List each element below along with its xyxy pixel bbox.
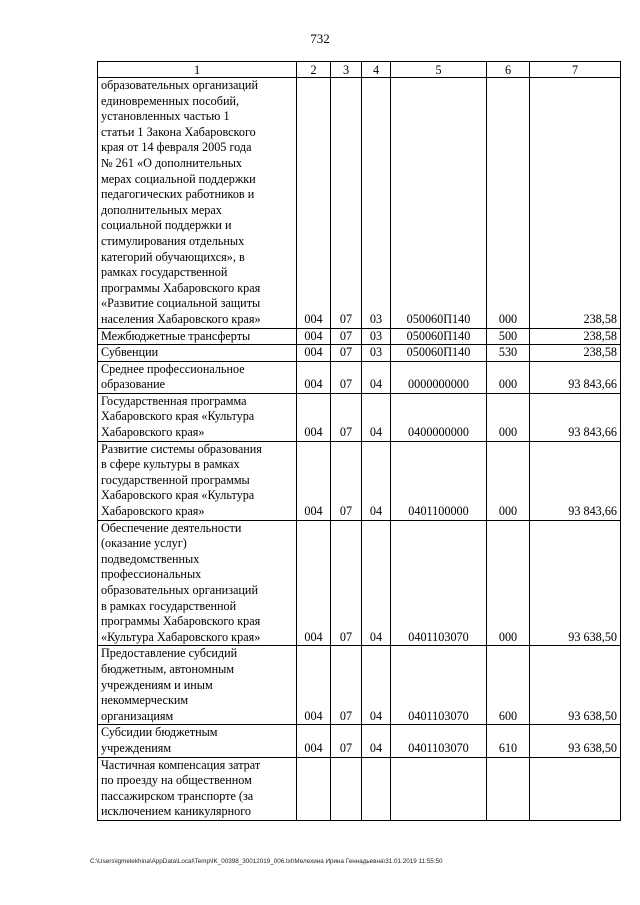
row-description <box>98 393 297 441</box>
expense-type-code <box>487 757 530 820</box>
admin-code: 004 <box>297 725 331 757</box>
row-description <box>98 78 297 329</box>
expense-type-code: 000 <box>487 361 530 393</box>
file-path-footer: C:\Users\igmelekhina\AppData\Local\Temp\IK_00398_30012019_006.txt\Мелехина Ирина Геннадьевна\31.01.2019 11:55:50 <box>90 858 443 865</box>
table-row <box>98 328 621 345</box>
description-line: Предоставление субсидий <box>101 646 238 661</box>
expense-type-code: 000 <box>487 441 530 520</box>
row-description <box>98 328 297 345</box>
admin-code: 004 <box>297 78 331 329</box>
section-code: 07 <box>331 328 362 345</box>
description-line: рамках государственной <box>101 265 228 280</box>
table-header-row <box>98 62 621 78</box>
column-header: 4 <box>362 62 391 78</box>
row-description <box>98 345 297 362</box>
description-line: дополнительных мерах <box>101 202 222 217</box>
description-line: организациям <box>101 708 174 723</box>
description-line: Хабаровского края» <box>101 425 205 440</box>
section-code: 07 <box>331 441 362 520</box>
description-line: государственной программы <box>101 472 250 487</box>
row-description <box>98 520 297 646</box>
subsection-code: 04 <box>362 361 391 393</box>
target-article-code: 0401103070 <box>391 646 487 725</box>
target-article-code <box>391 757 487 820</box>
amount: 238,58 <box>530 78 621 329</box>
description-line: «Культура Хабаровского края» <box>101 629 261 644</box>
description-line: образовательных организаций <box>101 583 258 597</box>
page-number: 732 <box>310 31 330 46</box>
amount: 93 638,50 <box>530 725 621 757</box>
column-header: 3 <box>331 62 362 78</box>
description-line: Хабаровского края «Культура <box>101 409 255 424</box>
target-article-code: 0401103070 <box>391 725 487 757</box>
table-row <box>98 441 621 520</box>
description-line: учреждениям и иным <box>101 677 213 692</box>
description-line: бюджетным, автономным <box>101 661 235 676</box>
description-line: «Развитие социальной защиты <box>101 296 261 311</box>
description-line: категорий обучающихся», в <box>101 249 245 264</box>
description-line: некоммерческим <box>101 693 189 708</box>
description-line: Частичная компенсация затрат <box>101 757 261 772</box>
subsection-code: 04 <box>362 520 391 646</box>
description-line: стимулирования отдельных <box>101 233 245 248</box>
section-code: 07 <box>331 345 362 362</box>
amount <box>530 757 621 820</box>
amount: 93 843,66 <box>530 361 621 393</box>
section-code: 07 <box>331 646 362 725</box>
expense-type-code: 000 <box>487 78 530 329</box>
description-line: Субвенции <box>101 345 159 360</box>
table-row <box>98 757 621 820</box>
admin-code: 004 <box>297 646 331 725</box>
expense-type-code: 530 <box>487 345 530 362</box>
budget-table <box>97 61 621 821</box>
admin-code: 004 <box>297 520 331 646</box>
description-line: Среднее профессиональное <box>101 361 245 376</box>
target-article-code: 0401100000 <box>391 441 487 520</box>
subsection-code: 04 <box>362 441 391 520</box>
section-code <box>331 757 362 820</box>
admin-code: 004 <box>297 361 331 393</box>
table-row <box>98 361 621 393</box>
expense-type-code: 000 <box>487 393 530 441</box>
description-line: учреждениям <box>101 740 172 755</box>
column-header: 6 <box>487 62 530 78</box>
subsection-code <box>362 757 391 820</box>
description-line: мерах социальной поддержки <box>101 171 256 186</box>
admin-code: 004 <box>297 328 331 345</box>
section-code: 07 <box>331 393 362 441</box>
admin-code: 004 <box>297 393 331 441</box>
description-line: в сфере культуры в рамках <box>101 457 240 472</box>
description-line: образовательных организаций <box>101 78 258 92</box>
description-line: подведомственных <box>101 551 200 566</box>
table-row <box>98 646 621 725</box>
description-line: пассажирском транспорте (за <box>101 788 254 803</box>
description-line: Обеспечение деятельности <box>101 520 242 535</box>
section-code: 07 <box>331 78 362 329</box>
description-line: установленных частью 1 <box>101 109 230 124</box>
column-header: 2 <box>297 62 331 78</box>
amount: 93 843,66 <box>530 441 621 520</box>
expense-type-code: 000 <box>487 520 530 646</box>
description-line: в рамках государственной <box>101 598 237 613</box>
description-line: образование <box>101 377 166 392</box>
amount: 93 843,66 <box>530 393 621 441</box>
description-line: педагогических работников и <box>101 187 255 202</box>
admin-code <box>297 757 331 820</box>
section-code: 07 <box>331 725 362 757</box>
subsection-code: 04 <box>362 725 391 757</box>
table-row <box>98 393 621 441</box>
table-row <box>98 725 621 757</box>
target-article-code: 050060П140 <box>391 78 487 329</box>
description-line: по проезду на общественном <box>101 773 252 788</box>
row-description <box>98 646 297 725</box>
subsection-code: 03 <box>362 328 391 345</box>
table-row <box>98 345 621 362</box>
target-article-code: 0400000000 <box>391 393 487 441</box>
expense-type-code: 500 <box>487 328 530 345</box>
expense-type-code: 610 <box>487 725 530 757</box>
description-line: программы Хабаровского края <box>101 280 261 295</box>
admin-code: 004 <box>297 345 331 362</box>
column-header: 7 <box>530 62 621 78</box>
target-article-code: 050060П140 <box>391 345 487 362</box>
row-description <box>98 725 297 757</box>
table-row <box>98 78 621 329</box>
description-line: исключением каникулярного <box>101 804 252 819</box>
subsection-code: 03 <box>362 345 391 362</box>
target-article-code: 050060П140 <box>391 328 487 345</box>
description-line: Развитие системы образования <box>101 441 262 456</box>
description-line: № 261 «О дополнительных <box>101 155 243 170</box>
row-description <box>98 757 297 820</box>
row-description <box>98 361 297 393</box>
admin-code: 004 <box>297 441 331 520</box>
column-header: 5 <box>391 62 487 78</box>
target-article-code: 0000000000 <box>391 361 487 393</box>
description-line: (оказание услуг) <box>101 536 187 551</box>
description-line: профессиональных <box>101 567 202 582</box>
subsection-code: 04 <box>362 646 391 725</box>
description-line: края от 14 февраля 2005 года <box>101 140 252 155</box>
subsection-code: 03 <box>362 78 391 329</box>
section-code: 07 <box>331 520 362 646</box>
description-line: Хабаровского края «Культура <box>101 488 255 503</box>
subsection-code: 04 <box>362 393 391 441</box>
description-line: статьи 1 Закона Хабаровского <box>101 124 256 139</box>
amount: 93 638,50 <box>530 646 621 725</box>
description-line: Государственная программа <box>101 393 247 408</box>
description-line: программы Хабаровского края <box>101 614 261 629</box>
description-line: Субсидии бюджетным <box>101 725 218 740</box>
expense-type-code: 600 <box>487 646 530 725</box>
description-line: Хабаровского края» <box>101 504 205 519</box>
row-description <box>98 441 297 520</box>
table-row <box>98 520 621 646</box>
description-line: Межбюджетные трансферты <box>101 328 251 343</box>
section-code: 07 <box>331 361 362 393</box>
description-line: единовременных пособий, <box>101 93 240 108</box>
target-article-code: 0401103070 <box>391 520 487 646</box>
amount: 93 638,50 <box>530 520 621 646</box>
description-line: населения Хабаровского края» <box>101 311 261 326</box>
amount: 238,58 <box>530 328 621 345</box>
amount: 238,58 <box>530 345 621 362</box>
description-line: социальной поддержки и <box>101 218 232 233</box>
column-header: 1 <box>98 62 297 78</box>
